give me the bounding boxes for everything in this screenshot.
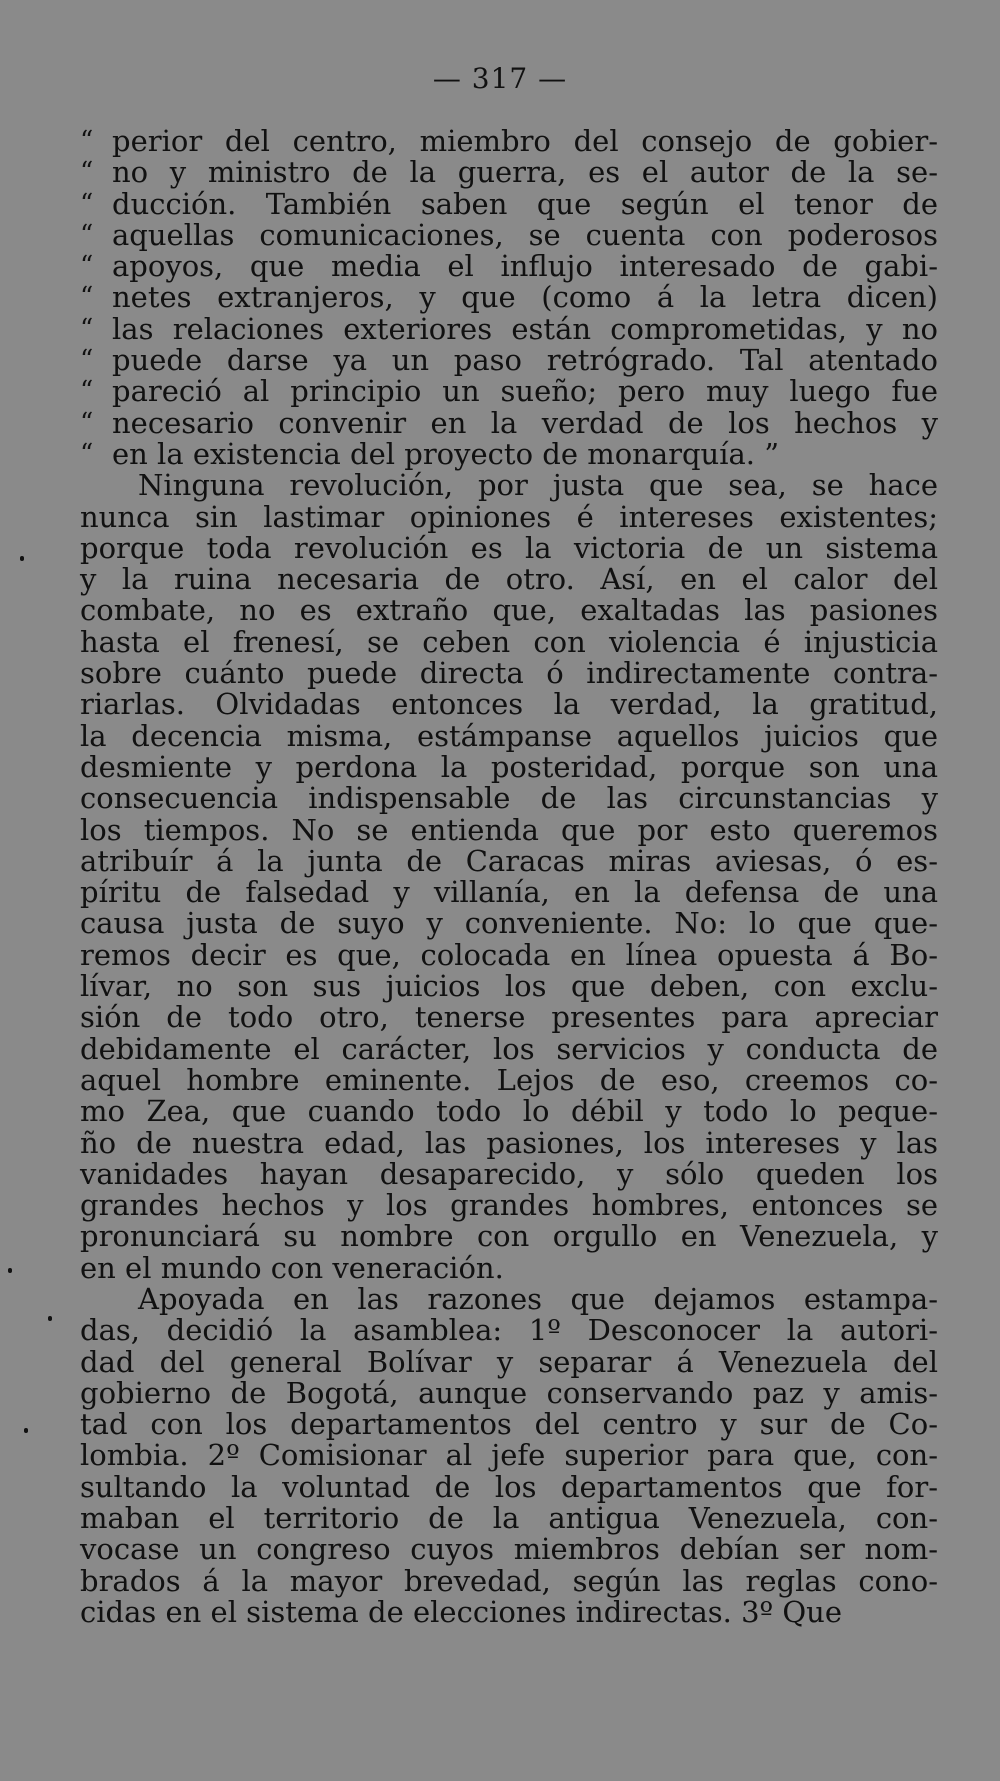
text-line (80, 1062, 938, 1097)
text-line (80, 251, 938, 282)
line-text: vocase un congreso cuyos miembros debían ser nom- (80, 1532, 938, 1567)
text-line (80, 1344, 938, 1379)
line-text: cidas en el sistema de elecciones indirectas. 3º Que (80, 1594, 842, 1629)
line-text: dad del general Bolívar y separar á Venezuela del (80, 1344, 938, 1379)
line-text: perior del centro, miembro del consejo de gobier- (112, 124, 938, 158)
text-line (80, 1503, 938, 1534)
line-text: lívar, no son sus juicios los que deben, con exclu- (80, 969, 938, 1004)
body-text (80, 126, 938, 1628)
text-line (80, 1315, 938, 1346)
text-line (80, 311, 938, 346)
line-text: las relaciones exteriores están comprometidas, y no (112, 311, 938, 346)
line-text: aquel hombre eminente. Lejos de eso, creemos co- (80, 1062, 938, 1097)
line-text: sultando la voluntad de los departamentos que for- (80, 1469, 938, 1504)
line-text: gobierno de Bogotá, aunque conservando paz y amis- (80, 1375, 938, 1410)
quote-mark: “ (80, 157, 94, 188)
line-text: mo Zea, que cuando todo lo débil y todo lo peque- (80, 1094, 938, 1129)
line-text: aquellas comunicaciones, se cuenta con poderosos (112, 217, 938, 252)
text-line (80, 470, 938, 501)
print-speck (20, 556, 24, 561)
text-line (80, 689, 938, 720)
line-text: en la existencia del proyecto de monarquía. ” (112, 436, 780, 471)
line-text: tad con los departamentos del centro y sur de Co- (80, 1407, 938, 1442)
line-text: porque toda revolución es la victoria de un sistema (80, 530, 938, 565)
line-text: pareció al principio un sueño; pero muy luego fue (112, 374, 938, 409)
text-line (80, 282, 938, 313)
line-text: no y ministro de la guerra, es el autor de la se- (112, 155, 938, 190)
line-text: atribuír á la junta de Caracas miras aviesas, ó es- (80, 843, 938, 878)
text-line (80, 405, 938, 440)
text-line (80, 186, 938, 221)
quote-mark: “ (80, 188, 94, 219)
line-text: necesario convenir en la verdad de los hechos y (112, 405, 938, 440)
quote-mark: “ (80, 345, 94, 376)
paragraph-assembly (80, 1281, 938, 1629)
line-text: desmiente y perdona la posteridad, porque son una (80, 749, 938, 784)
quote-mark: “ (80, 126, 94, 156)
print-speck (8, 1268, 12, 1273)
text-line (80, 1440, 938, 1471)
paragraph-revolution (80, 470, 938, 1284)
quote-mark: “ (80, 219, 94, 250)
text-line (80, 718, 938, 753)
text-line (80, 436, 938, 471)
text-line (80, 1096, 938, 1127)
text-line (80, 843, 938, 878)
text-line (80, 1375, 938, 1410)
line-text: consecuencia indispensable de las circunstancias y (80, 781, 938, 816)
line-text: vanidades hayan desaparecido, y sólo queden los (80, 1156, 938, 1191)
text-line (80, 1594, 938, 1629)
quote-mark: “ (80, 282, 94, 313)
text-line (80, 812, 938, 847)
text-line (80, 376, 938, 407)
line-text: lombia. 2º Comisionar al jefe superior para que, con- (80, 1438, 938, 1473)
line-text: debidamente el carácter, los servicios y conducta de (80, 1031, 938, 1066)
text-line (80, 937, 938, 972)
quote-mark: “ (80, 376, 94, 407)
text-line (80, 564, 938, 595)
text-line (80, 749, 938, 784)
text-line (80, 1534, 938, 1565)
line-text: sión de todo otro, tenerse presentes para apreciar (80, 1000, 938, 1035)
line-text: y la ruina necesaria de otro. Así, en el calor del (80, 562, 938, 597)
line-text: remos decir es que, colocada en línea opuesta á Bo- (80, 937, 938, 972)
text-line (80, 499, 938, 534)
text-line (80, 908, 938, 939)
text-line (80, 1469, 938, 1504)
line-text: ño de nuestra edad, las pasiones, los intereses y las (80, 1125, 938, 1160)
text-line (80, 1190, 938, 1221)
text-line (80, 1125, 938, 1160)
text-line (80, 658, 938, 689)
line-text: pronunciará su nombre con orgullo en Venezuela, y (80, 1219, 938, 1254)
text-line (80, 1221, 938, 1252)
line-text: das, decidió la asamblea: 1º Desconocer la autori- (80, 1313, 938, 1348)
text-line (80, 1250, 938, 1285)
text-line (80, 1156, 938, 1191)
line-text: sobre cuánto puede directa ó indirectamente contra- (80, 656, 938, 691)
text-line (80, 345, 938, 376)
line-text: causa justa de suyo y conveniente. No: lo que que- (80, 906, 938, 941)
line-text: riarlas. Olvidadas entonces la verdad, la gratitud, (80, 687, 938, 722)
text-line (80, 530, 938, 565)
print-speck (48, 1316, 52, 1321)
text-line (80, 783, 938, 814)
text-line (80, 157, 938, 188)
text-line (80, 126, 938, 157)
print-speck (24, 1428, 28, 1433)
quote-mark: “ (80, 438, 94, 469)
line-text: píritu de falsedad y villanía, en la defensa de una (80, 875, 938, 910)
line-text: puede darse ya un paso retrógrado. Tal atentado (112, 343, 938, 378)
line-text: hasta el frenesí, se ceben con violencia é injusticia (80, 624, 938, 659)
line-text: netes extranjeros, y que (como á la letra dicen) (112, 280, 938, 315)
line-text: en el mundo con veneración. (80, 1250, 504, 1285)
text-line (80, 1409, 938, 1440)
line-text: maban el territorio de la antigua Venezuela, con- (80, 1501, 938, 1536)
line-text: combate, no es extraño que, exaltadas las pasiones (80, 593, 938, 628)
text-line (80, 971, 938, 1002)
page-number: — 317 — (432, 62, 568, 95)
quote-mark: “ (80, 251, 94, 282)
quote-mark: “ (80, 313, 94, 344)
text-line (80, 1002, 938, 1033)
line-text: ducción. También saben que según el tenor de (112, 186, 938, 221)
text-line (80, 624, 938, 659)
text-line (80, 1281, 938, 1316)
text-line (80, 1563, 938, 1598)
quoted-paragraph (80, 126, 938, 470)
line-text: grandes hechos y los grandes hombres, entonces se (80, 1188, 938, 1223)
text-line (80, 1031, 938, 1066)
text-line (80, 595, 938, 626)
line-text: brados á la mayor brevedad, según las reglas cono- (80, 1563, 938, 1598)
text-line (80, 217, 938, 252)
line-text: apoyos, que media el influjo interesado de gabi- (112, 249, 938, 284)
quote-mark: “ (80, 407, 94, 438)
line-text: nunca sin lastimar opiniones é intereses existentes; (80, 499, 938, 534)
line-text: los tiempos. No se entienda que por esto queremos (80, 812, 938, 847)
line-text: la decencia misma, estámpanse aquellos juicios que (80, 718, 938, 753)
line-text: Apoyada en las razones que dejamos estampa- (138, 1281, 938, 1316)
line-text: Ninguna revolución, por justa que sea, se hace (138, 468, 938, 503)
text-line (80, 877, 938, 908)
